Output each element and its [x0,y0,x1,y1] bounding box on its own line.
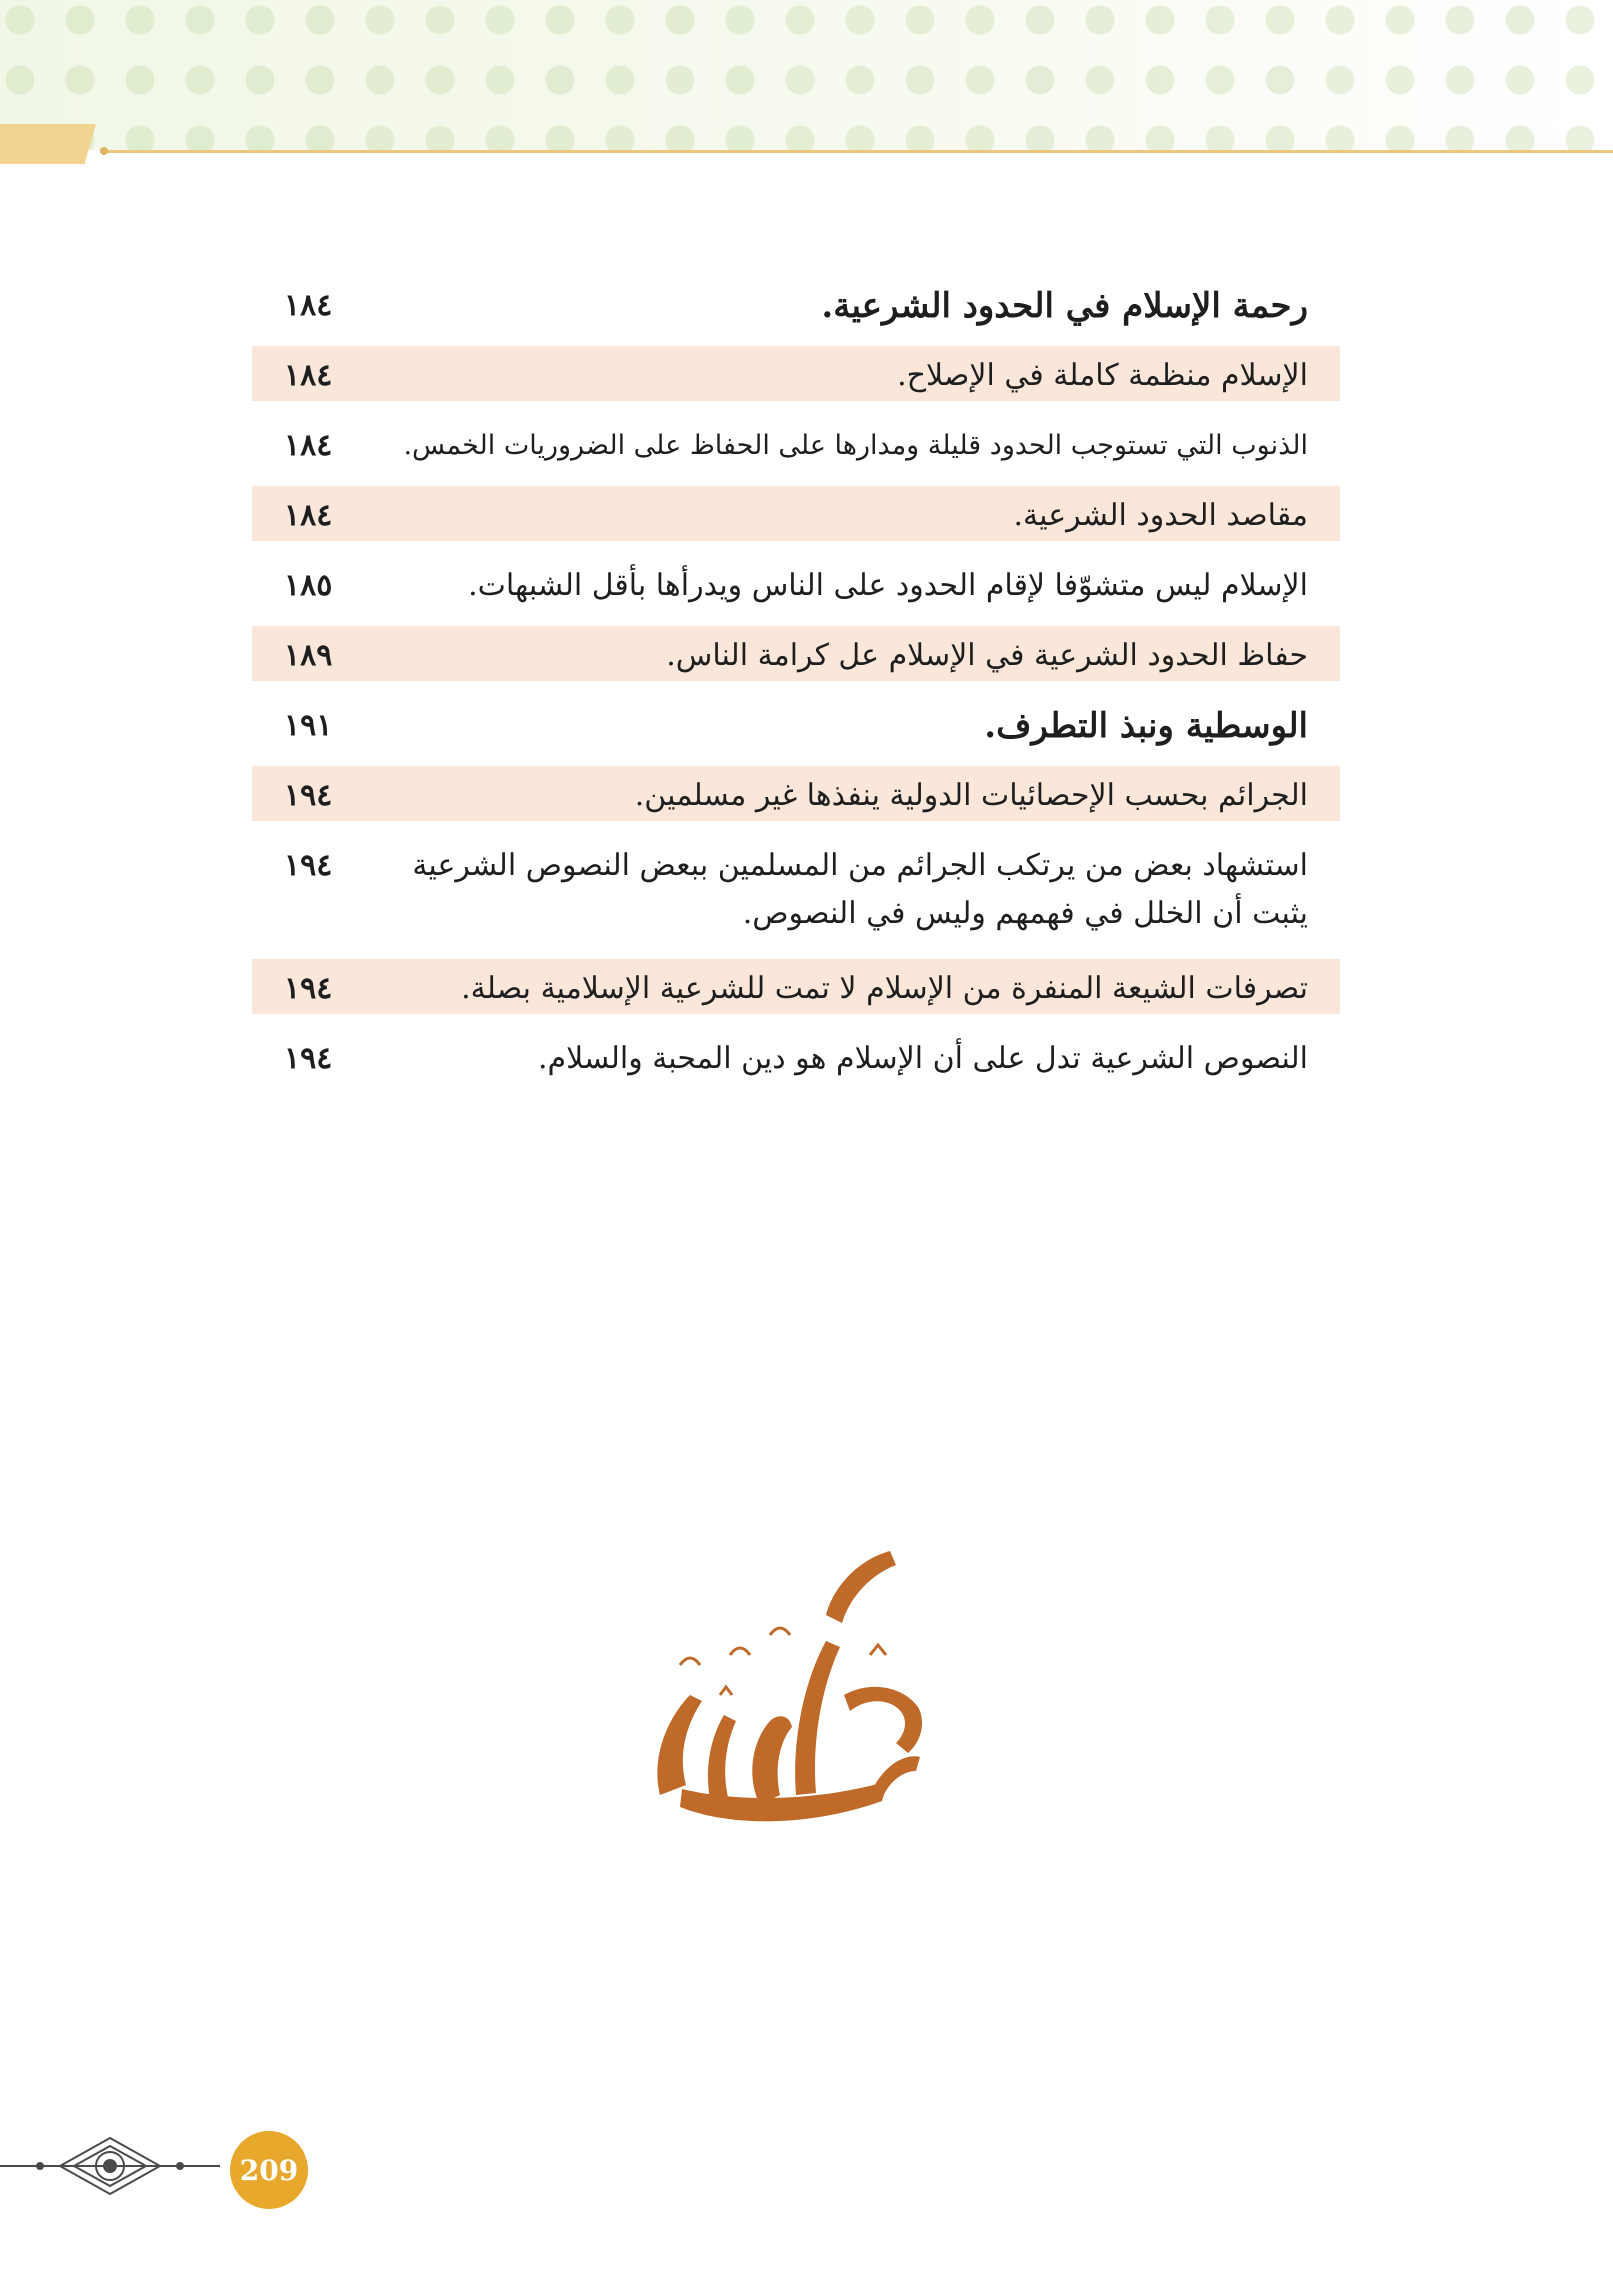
toc-page: ١٨٤ [284,498,333,533]
toc-title: الإسلام منظمة كاملة في الإصلاح. [897,358,1308,393]
page-number-badge: 209 [230,2131,308,2209]
toc-page: ١٩٤ [284,778,333,813]
toc-title: حفاظ الحدود الشرعية في الإسلام عل كرامة الناس. [666,638,1308,673]
toc-title: الإسلام ليس متشوّفا لإقام الحدود على الناس ويدرأها بأقل الشبهات. [468,568,1308,603]
header-rule [104,150,1613,153]
toc-title: الجرائم بحسب الإحصائيات الدولية ينفذها غير مسلمين. [634,778,1308,813]
toc-page: ١٩١ [284,708,333,743]
toc-page: ١٨٩ [284,638,333,673]
toc-page: ١٩٤ [284,848,333,883]
toc-title: الوسطية ونبذ التطرف. [984,706,1308,746]
toc-row [252,486,1340,541]
toc-row [252,556,1340,611]
toc-title: الذنوب التي تستوجب الحدود قليلة ومدارها على الحفاظ على الضروريات الخمس. [403,430,1308,461]
toc-page: ١٩٤ [284,971,333,1006]
toc-title: تصرفات الشيعة المنفرة من الإسلام لا تمت للشرعية الإسلامية بصلة. [461,971,1308,1006]
table-of-contents [252,276,1340,1099]
toc-page: ١٨٤ [284,358,333,393]
toc-title: رحمة الإسلام في الحدود الشرعية. [821,286,1308,326]
calligraphy-emblem [620,1545,940,1825]
toc-row [252,1029,1340,1084]
footer-ornament [0,2130,240,2202]
toc-title: استشهاد بعض من يرتكب الجرائم من المسلمين ببعض النصوص الشرعية يثبت أن الخلل في فهمهم وليس في النصوص. [412,848,1308,931]
toc-row [252,346,1340,401]
toc-title: مقاصد الحدود الشرعية. [1013,498,1308,533]
toc-row [252,959,1340,1014]
toc-row [252,766,1340,821]
header-tab [0,124,96,164]
toc-page: ١٨٤ [284,288,333,323]
toc-row-section [252,696,1340,751]
toc-title: النصوص الشرعية تدل على أن الإسلام هو دين المحبة والسلام. [537,1041,1308,1076]
toc-row-section [252,276,1340,331]
toc-row [252,836,1340,944]
header-band [0,0,1613,150]
toc-page: ١٩٤ [284,1041,333,1076]
toc-row [252,416,1340,471]
header-rule-dot [100,147,108,155]
toc-row [252,626,1340,681]
toc-page: ١٨٤ [284,428,333,463]
toc-page: ١٨٥ [284,568,333,603]
